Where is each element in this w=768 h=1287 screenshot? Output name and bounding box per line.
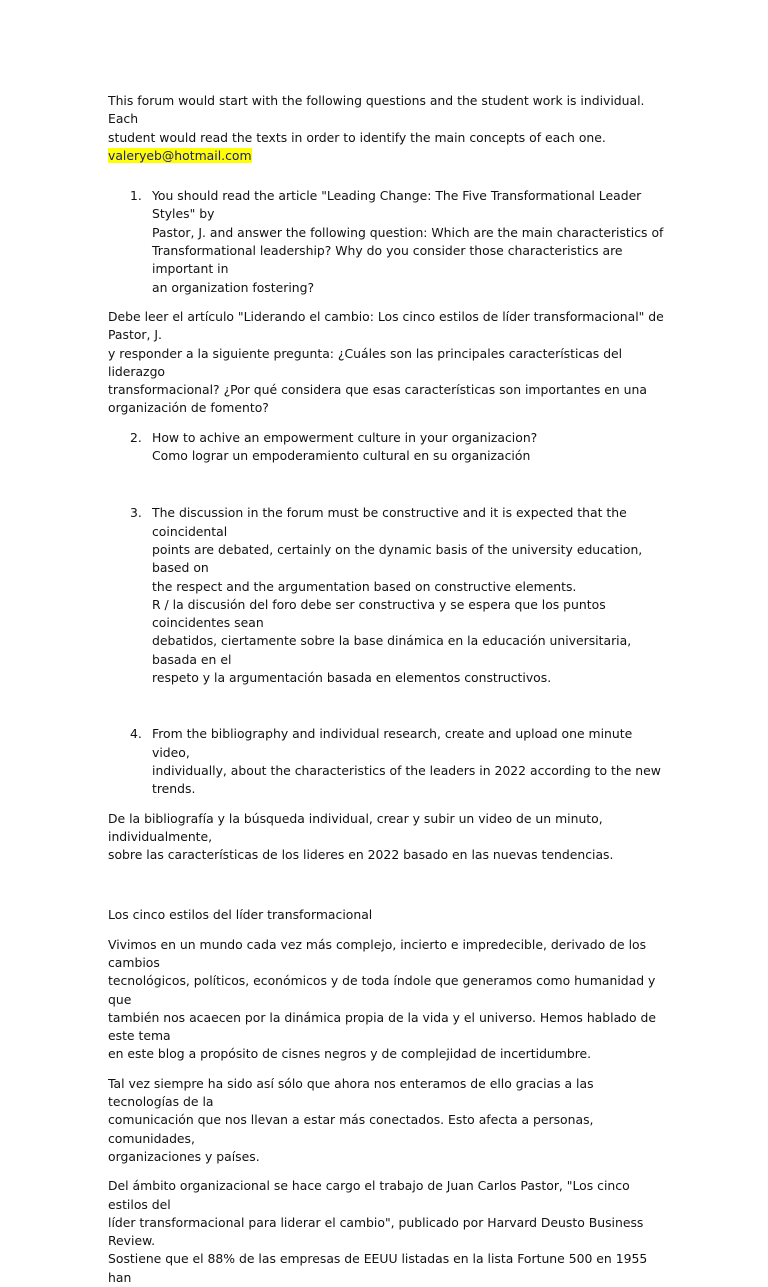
task-text-3: The discussion in the forum must be constructive and it is expected that the coincidental points are debated, certainly on the dynamic basis of the university education, based on the respect and the argumentation based on constructive elements. R / la discusión del foro debe ser constructiva y se espera que los puntos coincidentes sean debatidos, ciertamente sobre la base dinámica en la educación universitaria, basada en el respeto y la argumentación basada en elementos constructivos. xyxy=(152,505,643,686)
task-item-1 xyxy=(108,187,668,297)
task-item-4 xyxy=(108,725,668,798)
task-text-1: You should read the article "Leading Change: The Five Transformational Leader Styles" by Pastor, J. and answer the following question: Which are the main characteristics of Transformational leadership? Why do you consider those characteristics are important in an organization fostering? xyxy=(152,188,664,295)
task-list-continued xyxy=(108,429,668,799)
intro-paragraph: This forum would start with the following questions and the student work is individual. Each student would read the texts in order to identify the main concepts of each one. xyxy=(108,93,645,145)
task-number-1: 1. xyxy=(130,188,142,204)
task-item-3 xyxy=(108,504,668,687)
section-paragraph-3: Del ámbito organizacional se hace cargo el trabajo de Juan Carlos Pastor, "Los cinco estilos del líder transformacional para liderar el cambio", publicado por Harvard Deusto Business Review. Sostiene que el 88% de las empresas de EEUU listadas en la lista Fortune 500 en 1955 han xyxy=(108,1178,648,1285)
task-number-3: 3. xyxy=(130,505,142,521)
email-link[interactable]: valeryeb@hotmail.com xyxy=(108,147,252,163)
task-list xyxy=(108,187,668,297)
task-number-2: 2. xyxy=(130,429,142,445)
section-paragraph-1: Vivimos en un mundo cada vez más complejo, incierto e impredecible, derivado de los cambios tecnológicos, políticos, económicos y de toda índole que generamos como humanidad y que también nos acaecen por la dinámica propia de la vida y el universo. Hemos hablado de este tema en este blog a propósito de cisnes negros y de complejidad de incertidumbre. xyxy=(108,936,657,1062)
section-paragraph-2: Tal vez siempre ha sido así sólo que ahora nos enteramos de ello gracias a las tecnologías de la comunicación que nos llevan a estar más conectados. Esto afecta a personas, comunidades, organizaciones y países. xyxy=(108,1075,594,1164)
task-text-2: How to achive an empowerment culture in your organizacion? Como lograr un empoderamiento cultural en su organización xyxy=(152,429,538,464)
task-text-4: From the bibliography and individual research, create and upload one minute video, individually, about the characteristics of the leaders in 2022 according to the new trends. xyxy=(152,726,661,797)
task-item-2 xyxy=(108,429,668,466)
task-number-4: 4. xyxy=(130,726,142,742)
email-line xyxy=(108,147,668,165)
spanish-translation-4: De la bibliografía y la búsqueda individual, crear y subir un video de un minuto, individualmente, sobre las características de los lideres en 2022 basado en las nuevas tendencias. xyxy=(108,810,614,863)
section-title: Los cinco estilos del líder transformacional xyxy=(108,907,373,923)
spanish-translation-1: Debe leer el artículo "Liderando el cambio: Los cinco estilos de líder transformacional" de Pastor, J. y responder a la siguiente pregunta: ¿Cuáles son las principales características del liderazgo transformacional? ¿Por qué considera que esas características son importantes en una organización de fomento? xyxy=(108,308,664,416)
